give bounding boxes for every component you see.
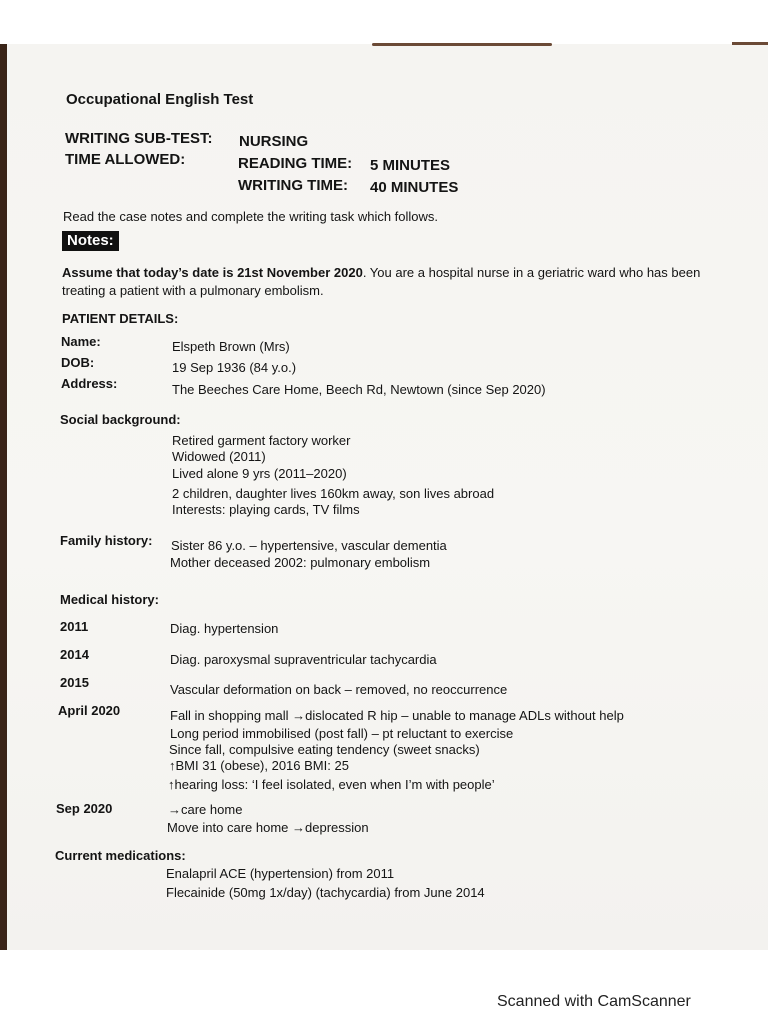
history-line: Move into care home →depression [167,820,369,835]
writing-time-value: 40 MINUTES [370,179,459,196]
address-label: Address: [61,376,118,391]
history-line: →care home [168,802,243,817]
medication-line: Flecainide (50mg 1x/day) (tachycardia) from June 2014 [166,885,485,900]
time-allowed-label: TIME ALLOWED: [65,151,186,168]
document-title: Occupational English Test [66,91,254,108]
patient-details-heading: PATIENT DETAILS: [62,311,179,326]
sub-test-label: WRITING SUB-TEST: [65,130,213,147]
reading-time-value: 5 MINUTES [370,157,451,174]
social-line: Lived alone 9 yrs (2011–2020) [172,466,347,481]
reading-time-label: READING TIME: [238,155,353,172]
writing-time-label: WRITING TIME: [238,177,348,194]
name-value: Elspeth Brown (Mrs) [172,339,290,354]
scan-top-margin [0,0,768,44]
history-line: ↑hearing loss: ‘I feel isolated, even when I’m with people’ [168,777,495,792]
medical-history-heading: Medical history: [60,592,159,607]
social-line: Interests: playing cards, TV films [172,502,360,517]
instructions: Read the case notes and complete the writing task which follows. [63,209,439,224]
history-year: Sep 2020 [56,801,113,816]
scenario-line-1 [62,266,700,281]
history-line: Diag. hypertension [170,621,279,636]
family-line: Mother deceased 2002: pulmonary embolism [170,555,431,570]
history-line: Since fall, compulsive eating tendency (sweet snacks) [169,742,480,757]
history-line: ↑BMI 31 (obese), 2016 BMI: 25 [169,758,349,773]
scan-bottom-margin [0,950,768,1024]
scenario-line-2: treating a patient with a pulmonary embolism. [62,283,324,298]
social-line: 2 children, daughter lives 160km away, son lives abroad [172,486,495,501]
family-line: Sister 86 y.o. – hypertensive, vascular dementia [171,538,447,553]
current-medications-heading: Current medications: [55,848,186,863]
dob-value: 19 Sep 1936 (84 y.o.) [172,360,297,375]
history-year: 2011 [60,619,89,634]
dob-label: DOB: [61,355,95,370]
family-history-heading: Family history: [60,533,153,548]
history-line: Vascular deformation on back – removed, no reoccurrence [170,682,508,697]
social-line: Widowed (2011) [172,449,266,464]
name-label: Name: [61,334,101,349]
social-line: Retired garment factory worker [172,433,351,448]
address-value: The Beeches Care Home, Beech Rd, Newtown (since Sep 2020) [172,382,546,397]
scenario-date: Assume that today’s date is 21st November 2020 [62,265,363,280]
history-year: 2015 [60,675,89,690]
notes-badge: Notes: [62,231,119,251]
page-left-shadow [0,44,7,950]
social-background-heading: Social background: [60,412,181,427]
history-year: April 2020 [58,703,121,718]
history-line: Diag. paroxysmal supraventricular tachycardia [170,652,437,667]
sub-test-value: NURSING [239,133,309,150]
medication-line: Enalapril ACE (hypertension) from 2011 [166,866,395,881]
history-year: 2014 [60,647,89,662]
scenario-role: . You are a hospital nurse in a geriatric ward who has been [362,265,701,280]
history-line: Long period immobilised (post fall) – pt reluctant to exercise [170,726,514,741]
camscanner-watermark: Scanned with CamScanner [497,993,691,1010]
page-top-edge-mark-right [732,42,768,45]
page-top-edge-mark [372,43,552,46]
history-line: Fall in shopping mall →dislocated R hip – unable to manage ADLs without help [170,708,624,723]
